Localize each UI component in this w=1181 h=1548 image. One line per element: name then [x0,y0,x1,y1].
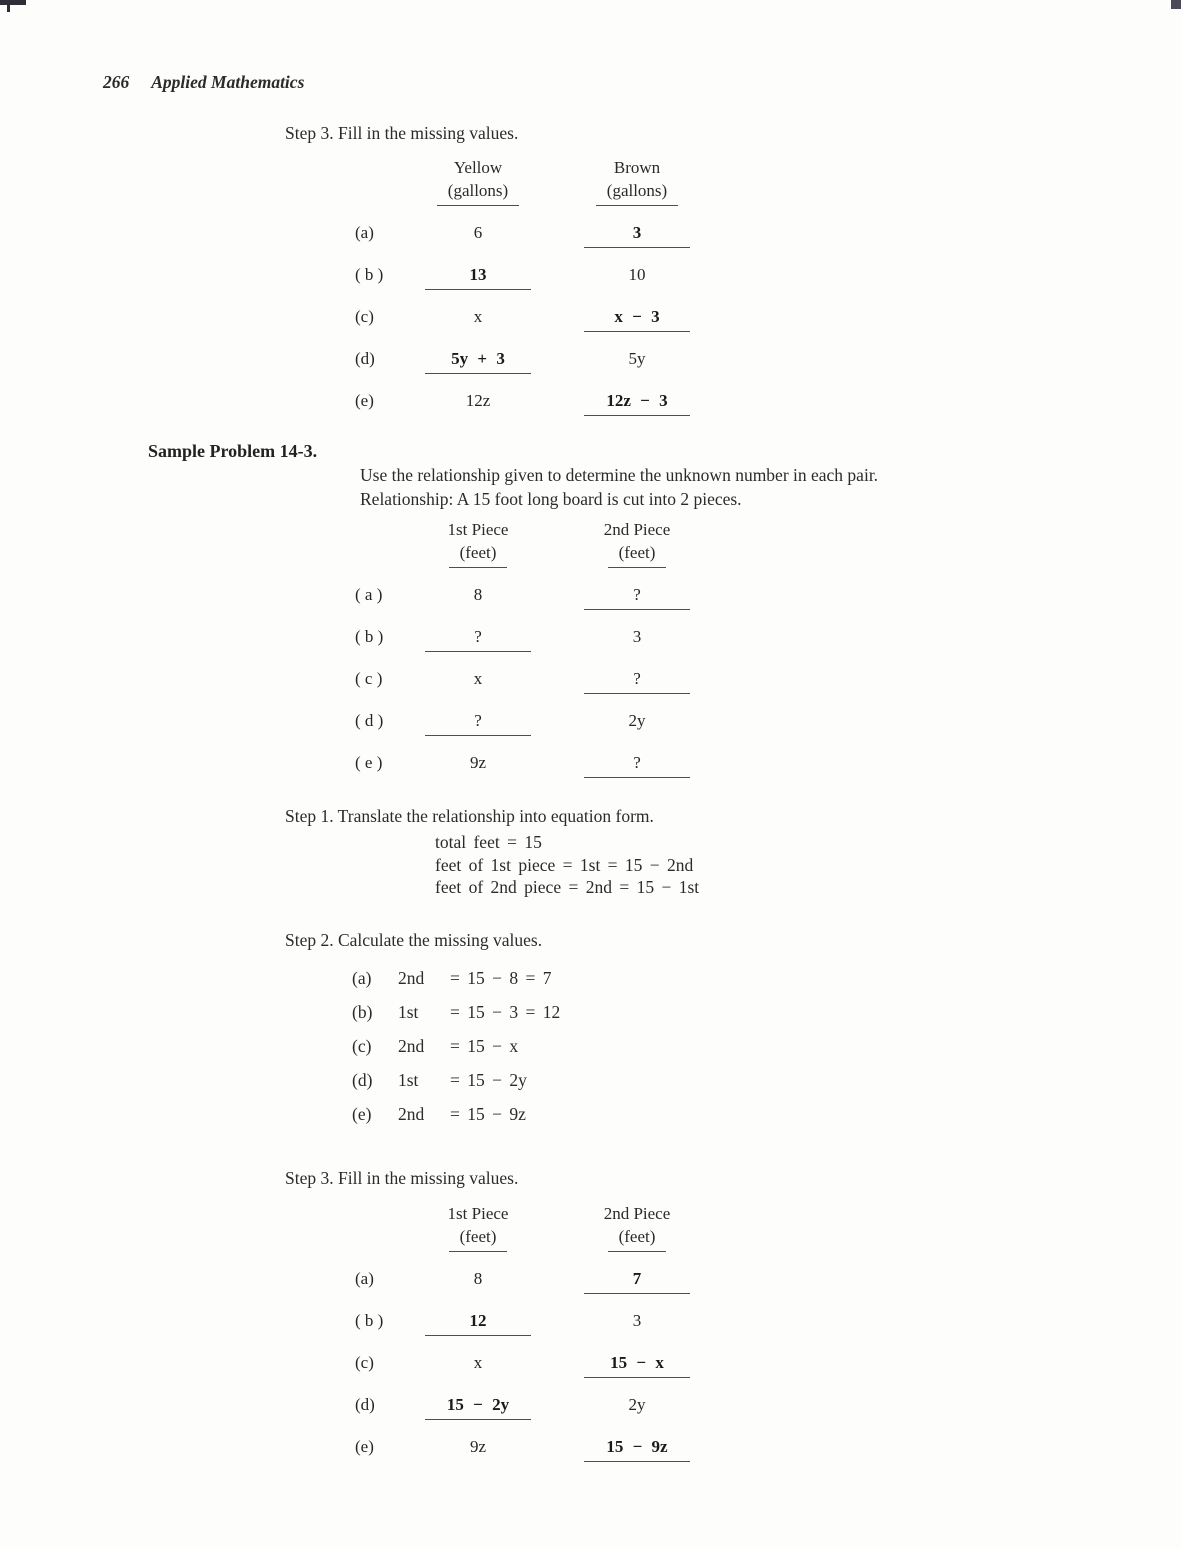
item-label: (c) [352,1036,372,1056]
answer-blank: ? [425,625,531,652]
item-name: 2nd [398,1104,425,1124]
calculation-line [352,1102,560,1126]
row-label: (c) [355,1353,374,1372]
row-label: (d) [355,349,375,368]
item-label: (e) [352,1104,372,1124]
answer-blank: 7 [584,1267,690,1294]
row-label: ( a ) [355,585,383,604]
answer-blank: 13 [425,263,531,290]
table-row [347,583,727,610]
row-label: (a) [355,223,374,242]
scan-artifact-top-left [0,0,26,5]
cell-value: x [473,669,483,688]
item-expression: = 15 − 3 = 12 [450,1002,561,1022]
answer-blank: 12 [425,1309,531,1336]
table-row [347,667,727,694]
book-title: Applied Mathematics [151,72,305,92]
sample-problem-heading: Sample Problem 14-3. [148,441,318,461]
cell-value: 9z [469,753,487,772]
table-row [347,1435,727,1462]
scan-artifact-top-right [1171,0,1181,9]
answer-blank: 12z − 3 [584,389,690,416]
item-label: (d) [352,1070,373,1090]
cell-value: 2y [628,1395,646,1414]
table-row [347,1309,727,1336]
item-expression: = 15 − 8 = 7 [450,968,552,988]
cell-value: 3 [632,1311,642,1330]
answer-blank: x − 3 [584,305,690,332]
row-label: ( e ) [355,753,383,772]
cell-value: 5y [628,349,646,368]
column-header-2nd-piece: 2nd Piece (feet) [547,518,727,568]
row-label: ( b ) [355,1311,384,1330]
row-label: ( c ) [355,669,383,688]
answer-blank: 3 [584,221,690,248]
cell-value: 8 [473,1269,483,1288]
row-label: (e) [355,391,374,410]
step3-heading-second: Step 3. Fill in the missing values. [285,1168,519,1188]
table-row [347,751,727,778]
answer-blank: 15 − 2y [425,1393,531,1420]
table-row [347,1351,727,1378]
table-header-row [347,518,727,568]
row-label: (a) [355,1269,374,1288]
table-header-row [347,1202,727,1252]
step1-heading: Step 1. Translate the relationship into equation form. [285,806,654,826]
column-header-brown: Brown (gallons) [547,156,727,206]
equation-line: feet of 2nd piece = 2nd = 15 − 1st [435,877,700,897]
calculation-line [352,1000,560,1024]
row-label: ( b ) [355,265,384,284]
cell-value: 12z [465,391,491,410]
item-expression: = 15 − 2y [450,1070,527,1090]
cell-value: 10 [628,265,646,284]
row-label: (e) [355,1437,374,1456]
page-number: 266 [103,72,130,92]
table-row [347,625,727,652]
item-name: 1st [398,1070,419,1090]
row-label: (d) [355,1395,375,1414]
calculation-line [352,1034,560,1058]
page-running-head [103,72,304,93]
item-name: 2nd [398,1036,425,1056]
cell-value: x [473,1353,483,1372]
cell-value: 8 [473,585,483,604]
answer-blank: ? [584,667,690,694]
equation-line: feet of 1st piece = 1st = 15 − 2nd [435,854,694,875]
table-row [347,1393,727,1420]
item-label: (a) [352,968,372,988]
item-label: (b) [352,1002,373,1022]
cell-value: x [473,307,483,326]
answer-blank: ? [584,583,690,610]
table-row [347,347,727,374]
answer-blank: 15 − x [584,1351,690,1378]
table-row [347,1267,727,1294]
table-row [347,709,727,736]
intro-line: Relationship: A 15 foot long board is cut into 2 pieces. [360,488,742,509]
table-row [347,263,727,290]
row-label: ( b ) [355,627,384,646]
item-name: 2nd [398,968,425,988]
row-label: ( d ) [355,711,384,730]
answer-blank: ? [584,751,690,778]
table-row [347,221,727,248]
cell-value: 2y [628,711,646,730]
board-pieces-answer-table [347,1202,727,1462]
equation-line: total feet = 15 [435,832,542,852]
step3-heading-first: Step 3. Fill in the missing values. [285,123,519,143]
table-row [347,305,727,332]
table-row [347,389,727,416]
cell-value: 9z [469,1437,487,1456]
column-header-2nd-piece: 2nd Piece (feet) [547,1202,727,1252]
intro-line: Use the relationship given to determine the unknown number in each pair. [360,465,879,485]
cell-value: 3 [632,627,642,646]
table-header-row [347,156,727,206]
calculation-line [352,966,560,990]
calculation-line [352,1068,560,1092]
row-label: (c) [355,307,374,326]
answer-blank: ? [425,709,531,736]
column-header-1st-piece: 1st Piece (feet) [409,1202,547,1252]
item-expression: = 15 − 9z [450,1104,526,1124]
answer-blank: 5y + 3 [425,347,531,374]
board-pieces-question-table [347,518,727,778]
cell-value: 6 [473,223,483,242]
item-name: 1st [398,1002,419,1022]
column-header-yellow: Yellow (gallons) [409,156,547,206]
column-header-1st-piece: 1st Piece (feet) [409,518,547,568]
answer-blank: 15 − 9z [584,1435,690,1462]
item-expression: = 15 − x [450,1036,519,1056]
step2-calculations [352,966,560,1136]
yellow-brown-table [347,156,727,416]
sample-problem-intro [360,464,878,511]
step2-heading: Step 2. Calculate the missing values. [285,930,543,950]
step1-equations [435,831,699,899]
